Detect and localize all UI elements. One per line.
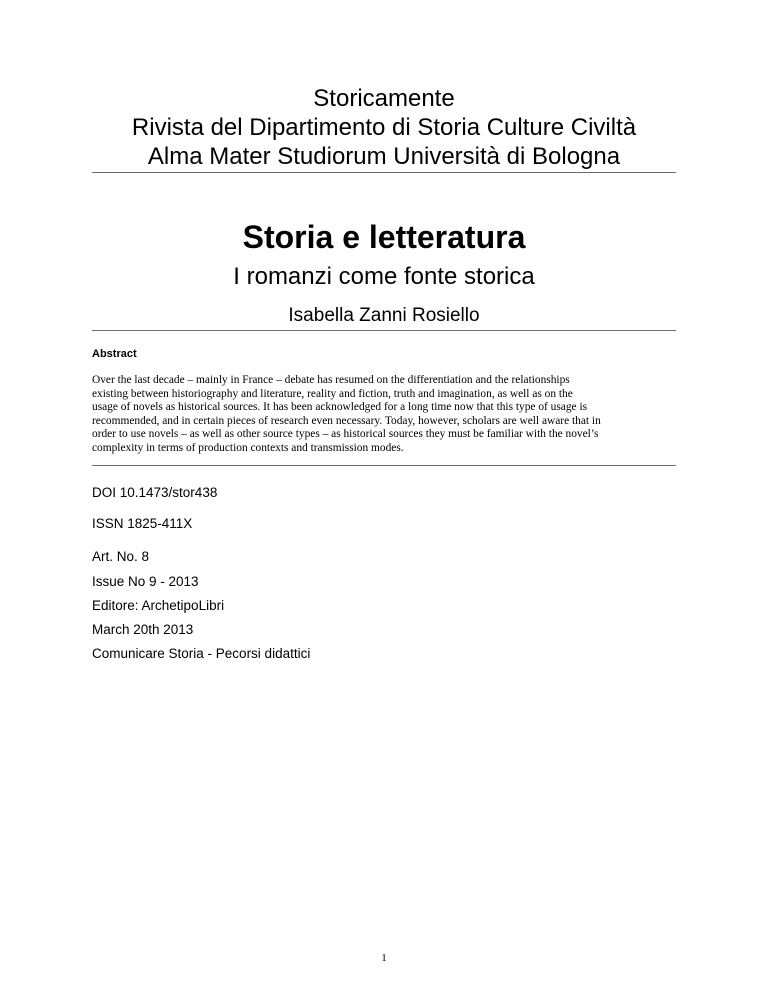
journal-name: Storicamente [313, 85, 455, 112]
article-author: Isabella Zanni Rosiello [288, 305, 480, 326]
journal-department: Rivista del Dipartimento di Storia Culture Civiltà [131, 114, 637, 141]
issue: Issue No 9 - 2013 [92, 574, 199, 589]
article-subtitle: I romanzi come fonte storica [233, 263, 535, 290]
author-divider [92, 330, 676, 331]
publisher: Editore: ArchetipoLibri [92, 598, 225, 613]
abstract-line: usage of novels as historical sources. It has been acknowledged for a long time now that this type of usage is [92, 401, 588, 414]
abstract-line: Over the last decade – mainly in France – debate has resumed on the differentiation and the relationships [92, 374, 570, 386]
publication-date: March 20th 2013 [92, 622, 194, 637]
journal-university: Alma Mater Studiorum Università di Bologna [147, 143, 621, 170]
abstract-line: complexity in terms of production contexts and transmission modes. [92, 441, 404, 454]
article-title: Storia e letteratura [242, 219, 526, 255]
abstract-line: order to use novels – as well as other source types – as historical sources they must be familiar with the novel’s [92, 428, 599, 441]
issn: ISSN 1825-411X [92, 516, 193, 531]
abstract-line: existing between historiography and literature, reality and fiction, truth and imagination, as well as on the [92, 387, 573, 400]
doi: DOI 10.1473/stor438 [92, 485, 218, 500]
article-number: Art. No. 8 [92, 549, 150, 564]
section: Comunicare Storia - Pecorsi didattici [92, 646, 311, 661]
abstract-divider [92, 465, 676, 466]
abstract-text [92, 374, 676, 456]
page-number: 1 [381, 952, 387, 964]
header-divider [92, 172, 676, 173]
journal-header [92, 84, 676, 171]
abstract-line: recommended, and in certain pieces of research even necessary. Today, however, scholars are well aware that in [92, 414, 601, 427]
abstract-heading: Abstract [92, 348, 137, 360]
